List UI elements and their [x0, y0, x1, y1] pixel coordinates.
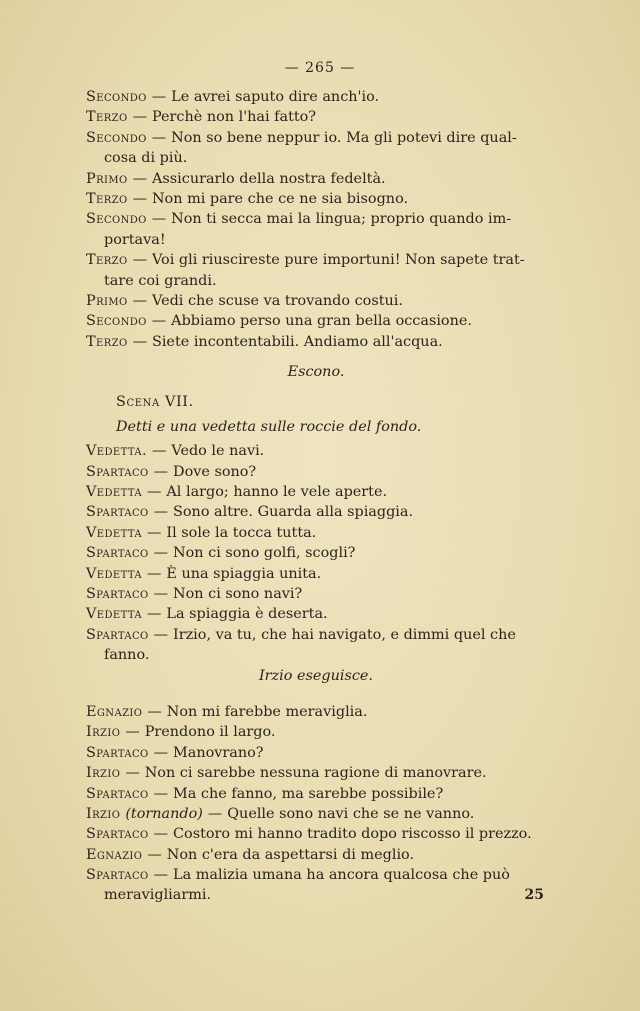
speaker-name: Spartaco — [86, 585, 149, 602]
dialogue-line: Vedetta. — Vedo le navi. — [86, 443, 265, 460]
dialogue-text: La spiaggia è deserta. — [166, 606, 328, 623]
dialogue-text: Quelle sono navi che se ne vanno. — [227, 805, 475, 822]
dialogue-text: Abbiamo perso una gran bella occasione. — [171, 313, 472, 330]
speaker-name: Irzio — [86, 724, 121, 741]
dialogue-line: Irzio — Prendono il largo. — [86, 724, 276, 741]
speaker-name: Secondo — [86, 211, 147, 228]
dialogue-line: Primo — Assicurarlo della nostra fedeltà. — [86, 170, 386, 187]
speaker-name: Vedetta — [86, 565, 143, 582]
dialogue-text: Prendono il largo. — [144, 724, 276, 741]
dialogue-line: Secondo — Abbiamo perso una gran bella occasione. — [86, 313, 472, 330]
dialogue-text: Assicurarlo della nostra fedeltà. — [152, 170, 386, 187]
dialogue-text: Non ci sono golfi, scogli? — [173, 545, 356, 562]
dialogue-text: Non so bene neppur io. Ma gli potevi dire qual- — [171, 129, 517, 146]
dialogue-text: Non ci sono navi? — [173, 585, 303, 602]
speaker-name: Terzo — [86, 333, 128, 350]
dialogue-line: Terzo — Perchè non l'hai fatto? — [86, 109, 317, 126]
dialogue-text: Il sole la tocca tutta. — [166, 524, 317, 541]
dialogue-continuation: cosa di più. — [104, 150, 188, 167]
scene-description: Detti e una vedetta sulle roccie del fondo. — [116, 418, 422, 435]
dialogue-line: Irzio — Non ci sarebbe nessuna ragione di manovrare. — [86, 765, 487, 782]
stage-aside: (tornando) — [125, 805, 203, 822]
dialogue-line: Secondo — Le avrei saputo dire anch'io. — [86, 89, 380, 105]
speaker-name: Spartaco — [86, 545, 149, 562]
speaker-name: Terzo — [86, 190, 128, 207]
dialogue-text: Non ti secca mai la lingua; proprio quando im- — [171, 211, 512, 228]
speaker-name: Secondo — [86, 313, 147, 330]
dialogue-line: Secondo — Non so bene neppur io. Ma gli potevi dire qual- — [86, 129, 517, 146]
stage-direction: Escono. — [287, 364, 345, 381]
dialogue-line: Terzo — Voi gli riuscireste pure importuni! Non sapete trat- — [86, 252, 525, 269]
dialogue-line: Spartaco — Non ci sono golfi, scogli? — [86, 545, 356, 562]
dialogue-line: Egnazio — Non c'era da aspettarsi di meglio. — [86, 846, 415, 863]
dialogue-line: Spartaco — Non ci sono navi? — [86, 585, 303, 602]
dialogue-line: Terzo — Non mi pare che ce ne sia bisogno. — [86, 190, 409, 207]
dialogue-continuation: portava! — [104, 231, 166, 248]
dialogue-text: Vedo le navi. — [171, 443, 265, 460]
page-footer-number: 25 — [524, 887, 544, 903]
dialogue-line: Secondo — Non ti secca mai la lingua; proprio quando im- — [86, 211, 512, 228]
dialogue-line: Egnazio — Non mi farebbe meraviglia. — [86, 703, 368, 720]
speaker-name: Vedetta. — [86, 443, 147, 460]
stage-direction: Irzio eseguisce. — [258, 667, 374, 684]
dialogue-text: Manovrano? — [173, 744, 264, 761]
play-text — [86, 87, 546, 906]
dialogue-line: Spartaco — La malizia umana ha ancora qualcosa che può — [86, 867, 510, 884]
dialogue-line: Irzio (tornando) — Quelle sono navi che se ne vanno. — [86, 805, 475, 822]
speaker-name: Secondo — [86, 129, 147, 146]
speaker-name: Egnazio — [86, 846, 143, 863]
dialogue-text: Non mi farebbe meraviglia. — [166, 703, 368, 720]
dialogue-line: Vedetta — È una spiaggia unita. — [86, 565, 322, 582]
dialogue-line: Terzo — Siete incontentabili. Andiamo all'acqua. — [86, 333, 443, 350]
dialogue-text: È una spiaggia unita. — [166, 565, 322, 582]
dialogue-line: Vedetta — Al largo; hanno le vele aperte. — [86, 484, 388, 501]
dialogue-line: Spartaco — Costoro mi hanno tradito dopo riscosso il prezzo. — [86, 826, 532, 843]
speaker-name: Primo — [86, 170, 128, 187]
speaker-name: Spartaco — [86, 626, 149, 643]
dialogue-line: Vedetta — Il sole la tocca tutta. — [86, 524, 317, 541]
dialogue-line: Vedetta — La spiaggia è deserta. — [86, 606, 328, 623]
dialogue-continuation: meravigliarmi. — [104, 887, 212, 904]
dialogue-line: Spartaco — Irzio, va tu, che hai navigato, e dimmi quel che — [86, 626, 516, 643]
dialogue-text: Le avrei saputo dire anch'io. — [171, 89, 380, 105]
dialogue-line: Spartaco — Ma che fanno, ma sarebbe possibile? — [86, 785, 444, 802]
speaker-name: Secondo — [86, 89, 147, 105]
dialogue-text: Sono altre. Guarda alla spiaggia. — [173, 504, 414, 521]
speaker-name: Spartaco — [86, 504, 149, 521]
speaker-name: Terzo — [86, 252, 128, 269]
dialogue-text: Costoro mi hanno tradito dopo riscosso il prezzo. — [173, 826, 532, 843]
dialogue-text: Irzio, va tu, che hai navigato, e dimmi quel che — [173, 626, 516, 643]
speaker-name: Vedetta — [86, 484, 143, 501]
speaker-name: Spartaco — [86, 867, 149, 884]
dialogue-text: Non c'era da aspettarsi di meglio. — [166, 846, 415, 863]
dialogue-continuation: fanno. — [104, 647, 150, 664]
dialogue-line: Spartaco — Manovrano? — [86, 744, 264, 761]
dialogue-text: Ma che fanno, ma sarebbe possibile? — [173, 785, 444, 802]
speaker-name: Egnazio — [86, 703, 143, 720]
scene-title: Scena VII. — [116, 394, 194, 411]
speaker-name: Spartaco — [86, 785, 149, 802]
speaker-name: Spartaco — [86, 463, 149, 480]
dialogue-text: Al largo; hanno le vele aperte. — [166, 484, 388, 501]
speaker-name: Vedetta — [86, 606, 143, 623]
dialogue-line: Spartaco — Sono altre. Guarda alla spiaggia. — [86, 504, 414, 521]
speaker-name: Irzio — [86, 765, 121, 782]
dialogue-continuation: tare coi grandi. — [104, 272, 217, 289]
dialogue-text: Non mi pare che ce ne sia bisogno. — [151, 190, 409, 207]
dialogue-text: Non ci sarebbe nessuna ragione di manovrare. — [144, 765, 487, 782]
dialogue-line: Spartaco — Dove sono? — [86, 463, 257, 480]
dialogue-line: Primo — Vedi che scuse va trovando costui. — [86, 292, 403, 309]
dialogue-text: Dove sono? — [173, 463, 257, 480]
speaker-name: Primo — [86, 292, 128, 309]
speaker-name: Spartaco — [86, 744, 149, 761]
speaker-name: Irzio — [86, 805, 121, 822]
dialogue-text: La malizia umana ha ancora qualcosa che può — [173, 867, 510, 884]
dialogue-text: Voi gli riuscireste pure importuni! Non sapete trat- — [151, 252, 525, 269]
speaker-name: Vedetta — [86, 524, 143, 541]
dialogue-text: Siete incontentabili. Andiamo all'acqua. — [151, 333, 443, 350]
page-header-number: — 265 — — [284, 60, 356, 76]
dialogue-text: Vedi che scuse va trovando costui. — [152, 292, 403, 309]
speaker-name: Spartaco — [86, 826, 149, 843]
speaker-name: Terzo — [86, 109, 128, 126]
dialogue-text: Perchè non l'hai fatto? — [151, 109, 317, 126]
